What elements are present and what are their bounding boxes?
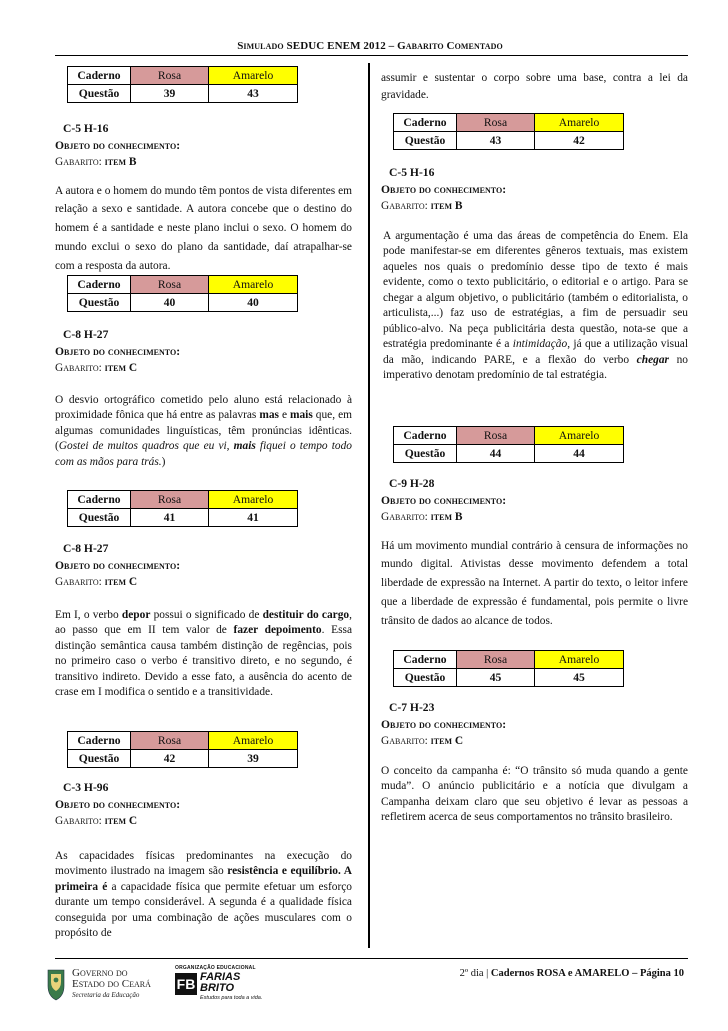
block-left-3 — [55, 540, 352, 701]
answer-table — [393, 113, 624, 150]
gabarito-line — [55, 360, 352, 377]
objeto-label: Objeto do conhecimento: — [381, 718, 507, 732]
amarelo-number: 40 — [209, 294, 298, 312]
block-right-2 — [381, 475, 688, 631]
caderno-label: Caderno — [394, 427, 457, 445]
text-part: A argumentação é uma das áreas de competência do Enem. Ela pode manifestar-se em diferentes gêneros textuais, mas existem aqueles nos quais o predomínio desse tipo de texto é mais evidente, como o texto publicitário, o editorial e o artigo. Para se chegar a algum objetivo, o publicitário (também o editorialista, o articulista,...) faz uso de estratégias, a fim de persuadir seu público-alvo. Na peça publicitária desta questão, nota-se que a estratégia predominante é a — [383, 229, 688, 351]
answer-letter: C — [454, 735, 464, 748]
competence-code: C-8 H-27 — [63, 328, 109, 341]
answer-table — [393, 650, 624, 687]
questao-label: Questão — [394, 445, 457, 463]
answer-table — [67, 490, 298, 527]
text-part: ) — [161, 455, 166, 468]
footer-text: Cadernos ROSA e AMARELO – Página 10 — [490, 968, 684, 979]
gov-line-2: Estado do Ceará — [72, 978, 151, 990]
amarelo-label: Amarelo — [535, 114, 624, 132]
gov-line-3: Secretaria da Educação — [72, 991, 140, 999]
amarelo-number: 45 — [535, 669, 624, 687]
table-right-2 — [381, 426, 688, 463]
phrase-destituir: destituir do cargo — [262, 608, 350, 621]
comment-text: O conceito da campanha é: “O trânsito só muda quando a gente muda”. O anúncio publicitário e a notícia que divulgam a Campanha deixam claro que seu objetivo é levar as pessoas a refletirem acerca de seus comportamentos no trânsito brasileiro. — [381, 764, 688, 824]
text-part: , já que a utilização visual da mão, indicando PARE, e a flexão do verbo — [383, 338, 688, 366]
text-part: Em I, o verbo — [55, 608, 122, 621]
amarelo-label: Amarelo — [209, 276, 298, 294]
gabarito-label: Gabarito: — [55, 815, 102, 828]
block-left-4 — [55, 779, 352, 942]
comment-text — [55, 393, 352, 471]
page-header — [55, 40, 685, 52]
rosa-label: Rosa — [131, 732, 209, 750]
amarelo-label: Amarelo — [209, 491, 298, 509]
rosa-number: 42 — [131, 750, 209, 768]
rosa-number: 43 — [457, 132, 535, 150]
rosa-label: Rosa — [131, 67, 209, 85]
answer-letter: B — [454, 200, 463, 213]
caderno-label: Caderno — [68, 67, 131, 85]
example-quote: Gostei de muitos quadros que eu vi, — [58, 440, 234, 453]
competence-code: C-5 H-16 — [389, 166, 435, 179]
amarelo-number: 44 — [535, 445, 624, 463]
fb-mark-icon: FB — [175, 973, 197, 995]
competence-code: C-3 H-96 — [63, 781, 109, 794]
text-part: no imperativo denotam predomínio de tal estratégia. — [383, 353, 688, 382]
caderno-label: Caderno — [394, 651, 457, 669]
table-left-3 — [55, 490, 352, 527]
gabarito-line — [55, 574, 352, 591]
fb-org-text: ORGANIZAÇÃO EDUCACIONAL — [175, 965, 256, 971]
amarelo-label: Amarelo — [535, 427, 624, 445]
comment-text: assumir e sustentar o corpo sobre uma base, contra a lei da gravidade. — [381, 72, 688, 102]
footer-day: 2º dia | — [459, 968, 491, 979]
example-quote: fiquei o tempo todo com as mãos para trás. — [55, 440, 352, 468]
answer-letter: B — [128, 156, 137, 169]
text-part: que, em algumas comunidades linguísticas, têm pronúncias idênticas. ( — [55, 409, 352, 453]
objeto-label: Objeto do conhecimento: — [55, 345, 181, 359]
text-part: O desvio ortográfico cometido pelo aluno está relacionado à proximidade fônica que há entre as palavras — [55, 393, 352, 422]
answer-table — [67, 275, 298, 312]
item-label: item — [430, 200, 453, 213]
amarelo-label: Amarelo — [535, 651, 624, 669]
comment-text — [55, 849, 352, 942]
example-mais: mais — [233, 440, 256, 453]
rosa-label: Rosa — [457, 114, 535, 132]
rosa-label: Rosa — [457, 651, 535, 669]
table-right-3 — [381, 650, 688, 687]
right-intro — [381, 70, 688, 104]
caderno-label: Caderno — [394, 114, 457, 132]
rosa-number: 40 — [131, 294, 209, 312]
objeto-label: Objeto do conhecimento: — [55, 139, 181, 153]
answer-letter: B — [454, 511, 463, 524]
left-column — [55, 66, 352, 103]
gabarito-label: Gabarito: — [55, 362, 102, 375]
rosa-number: 45 — [457, 669, 535, 687]
questao-label: Questão — [68, 294, 131, 312]
gabarito-label: Gabarito: — [55, 576, 102, 589]
competence-code: C-8 H-27 — [63, 542, 109, 555]
questao-label: Questão — [394, 669, 457, 687]
text-part: possui o significado de — [150, 608, 263, 621]
questao-label: Questão — [68, 85, 131, 103]
phrase-resistencia: resistência e equilíbrio. A primeira é — [55, 865, 352, 893]
gabarito-label: Gabarito: — [55, 156, 102, 169]
competence-code: C-7 H-23 — [389, 701, 435, 714]
table-left-4 — [55, 731, 352, 768]
item-label: item — [104, 362, 127, 375]
gabarito-label: Gabarito: — [381, 735, 428, 748]
answer-letter: C — [128, 576, 138, 589]
comment-text: Há um movimento mundial contrário à censura de informações no mundo digital. Ativistas desse movimento defendem a total liberdade de expressão na Internet. A partir do texto, o leitor infere que a liberdade de expressão é fundamental, pois permite o livre trânsito de dados ao alcance de todos. — [381, 539, 688, 627]
questao-label: Questão — [394, 132, 457, 150]
answer-table — [67, 731, 298, 768]
rosa-label: Rosa — [457, 427, 535, 445]
text-part: e — [278, 409, 290, 422]
objeto-label: Objeto do conhecimento: — [381, 183, 507, 197]
rosa-label: Rosa — [131, 491, 209, 509]
table-right-1 — [381, 113, 688, 150]
page-footer — [460, 968, 684, 979]
word-mas: mas — [259, 409, 279, 422]
rosa-number: 39 — [131, 85, 209, 103]
government-logo — [44, 966, 189, 1002]
header-title: Simulado SEDUC ENEM 2012 – Gabarito Comentado — [237, 40, 503, 52]
text-part: As capacidades físicas predominantes na execução do movimento ilustrado na imagem são — [55, 849, 352, 878]
table-left-2 — [55, 275, 352, 312]
caderno-label: Caderno — [68, 491, 131, 509]
gabarito-line — [55, 154, 352, 171]
item-label: item — [104, 576, 127, 589]
amarelo-number: 39 — [209, 750, 298, 768]
questao-label: Questão — [68, 750, 131, 768]
gabarito-label: Gabarito: — [381, 511, 428, 524]
word-intimidacao: intimidação — [512, 338, 568, 351]
block-left-1 — [55, 120, 352, 276]
amarelo-number: 42 — [535, 132, 624, 150]
competence-code: C-9 H-28 — [389, 477, 435, 490]
answer-letter: C — [128, 815, 138, 828]
competence-code: C-5 H-16 — [63, 122, 109, 135]
item-label: item — [430, 511, 453, 524]
header-rule — [55, 55, 688, 56]
answer-letter: C — [128, 362, 138, 375]
phrase-fazer: fazer depoimento — [233, 624, 322, 637]
amarelo-number: 43 — [209, 85, 298, 103]
gabarito-line — [55, 813, 352, 830]
word-chegar: chegar — [636, 353, 669, 366]
footer-rule — [55, 958, 688, 959]
caderno-label: Caderno — [68, 732, 131, 750]
block-right-1 — [381, 164, 688, 384]
caderno-label: Caderno — [68, 276, 131, 294]
objeto-label: Objeto do conhecimento: — [55, 798, 181, 812]
fb-word-2: BRITO — [200, 982, 235, 994]
gabarito-label: Gabarito: — [381, 200, 428, 213]
objeto-label: Objeto do conhecimento: — [55, 559, 181, 573]
answer-table — [393, 426, 624, 463]
objeto-label: Objeto do conhecimento: — [381, 494, 507, 508]
gabarito-line — [381, 509, 688, 526]
comment-text: A autora e o homem do mundo têm pontos de vista diferentes em relação a sexo e santidade. A autora concebe que o destino do homem é a santidade e neste plano inclui o sexo. O homem do mundo exclui o sexo do plano da santidade, daí atrapalhar-se com a resposta da autora. — [55, 184, 352, 272]
column-divider — [368, 63, 370, 948]
fb-tagline: Estudos para toda a vida. — [200, 995, 263, 1001]
word-mais: mais — [290, 409, 313, 422]
item-label: item — [430, 735, 453, 748]
amarelo-number: 41 — [209, 509, 298, 527]
gabarito-line — [381, 733, 688, 750]
gabarito-line — [381, 198, 688, 215]
comment-text — [381, 229, 688, 384]
gov-line-1: Governo do — [72, 967, 128, 979]
block-left-2 — [55, 326, 352, 470]
rosa-number: 41 — [131, 509, 209, 527]
item-label: item — [104, 815, 127, 828]
item-label: item — [104, 156, 127, 169]
block-right-3 — [381, 699, 688, 826]
text-part: a capacidade física que permite efetuar um esforço durante um tempo considerável. A segunda é a qualidade física conseguida por uma combinação de ações musculares com o propósito de — [55, 880, 353, 940]
text-part: . Essa distinção semântica causa também distinção de regências, pois no primeiro caso o verbo é transitivo direto, e no segundo, é transitivo indireto. Devido a esse fato, a ausência do acento de crase em I modifica o sentido e a transitividade. — [55, 624, 352, 699]
fb-word-1: FARIAS — [200, 971, 241, 983]
rosa-label: Rosa — [131, 276, 209, 294]
answer-table — [67, 66, 298, 103]
text-part: , ao passo que em II tem valor de — [55, 608, 352, 637]
questao-label: Questão — [68, 509, 131, 527]
comment-text — [55, 608, 352, 701]
amarelo-label: Amarelo — [209, 67, 298, 85]
word-depor: depor — [121, 608, 151, 621]
amarelo-label: Amarelo — [209, 732, 298, 750]
farias-brito-logo — [175, 965, 270, 1003]
rosa-number: 44 — [457, 445, 535, 463]
